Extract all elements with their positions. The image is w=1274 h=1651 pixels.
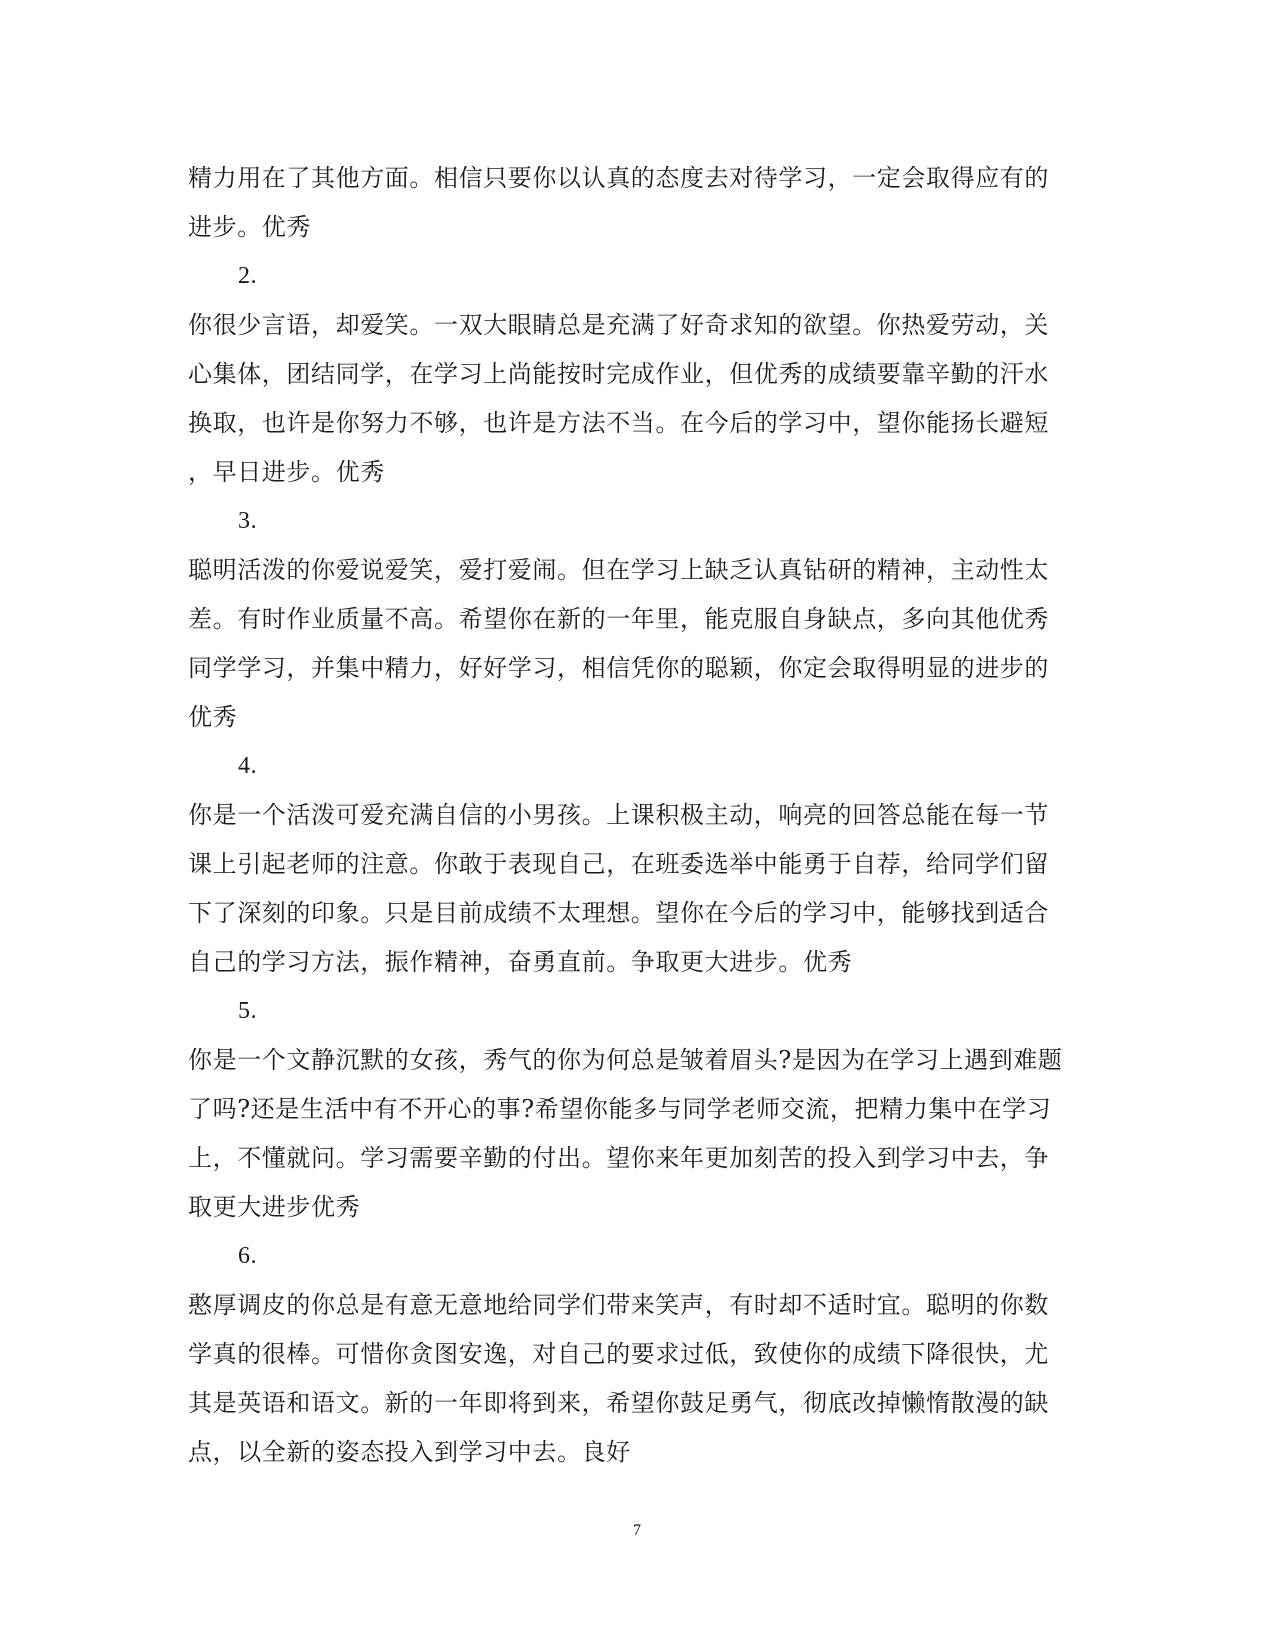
item-number: 2. — [238, 263, 258, 289]
item-number: 3. — [238, 508, 258, 534]
text-line: 换取，也许是你努力不够，也许是方法不当。在今后的学习中，望你能扬长避短 — [188, 409, 1049, 437]
document-body — [188, 154, 1088, 1477]
text-line: 其是英语和语文。新的一年即将到来，希望你鼓足勇气，彻底改掉懒惰散漫的缺 — [188, 1389, 1049, 1417]
text-line: 上，不懂就问。学习需要辛勤的付出。望你来年更加刻苦的投入到学习中去，争 — [188, 1144, 1049, 1172]
text-line: 憨厚调皮的你总是有意无意地给同学们带来笑声，有时却不适时宜。聪明的你数 — [188, 1291, 1049, 1319]
text-line: 自己的学习方法，振作精神，奋勇直前。争取更大进步。优秀 — [188, 948, 853, 976]
page-number: 7 — [633, 1522, 641, 1539]
text-line: 进步。优秀 — [188, 213, 311, 241]
text-line: 精力用在了其他方面。相信只要你以认真的态度去对待学习，一定会取得应有的 — [188, 164, 1049, 192]
text-line: 你很少言语，却爱笑。一双大眼睛总是充满了好奇求知的欲望。你热爱劳动，关 — [188, 311, 1049, 339]
text-line: 学真的很棒。可惜你贪图安逸，对自己的要求过低，致使你的成绩下降很快，尤 — [188, 1340, 1049, 1368]
text-line: 取更大进步优秀 — [188, 1193, 361, 1221]
text-line: 优秀 — [188, 703, 238, 731]
text-line: 聪明活泼的你爱说爱笑，爱打爱闹。但在学习上缺乏认真钻研的精神，主动性太 — [188, 556, 1049, 584]
text-line: 你是一个活泼可爱充满自信的小男孩。上课积极主动，响亮的回答总能在每一节 — [188, 801, 1049, 829]
text-line: 点，以全新的姿态投入到学习中去。良好 — [188, 1438, 631, 1466]
text-line: 心集体，团结同学，在学习上尚能按时完成作业，但优秀的成绩要靠辛勤的汗水 — [188, 360, 1049, 388]
text-line: ，早日进步。优秀 — [188, 458, 385, 486]
item-number: 5. — [238, 998, 258, 1024]
text-line: 差。有时作业质量不高。希望你在新的一年里，能克服自身缺点，多向其他优秀 — [188, 605, 1049, 633]
item-number: 4. — [238, 753, 258, 779]
text-line: 下了深刻的印象。只是目前成绩不太理想。望你在今后的学习中，能够找到适合 — [188, 899, 1049, 927]
text-line: 了吗?还是生活中有不开心的事?希望你能多与同学老师交流，把精力集中在学习 — [188, 1095, 1052, 1123]
text-line: 同学学习，并集中精力，好好学习，相信凭你的聪颖，你定会取得明显的进步的 — [188, 654, 1049, 682]
text-line: 课上引起老师的注意。你敢于表现自己，在班委选举中能勇于自荐，给同学们留 — [188, 850, 1049, 878]
text-line: 你是一个文静沉默的女孩，秀气的你为何总是皱着眉头?是因为在学习上遇到难题 — [188, 1046, 1063, 1074]
item-number: 6. — [238, 1243, 258, 1269]
